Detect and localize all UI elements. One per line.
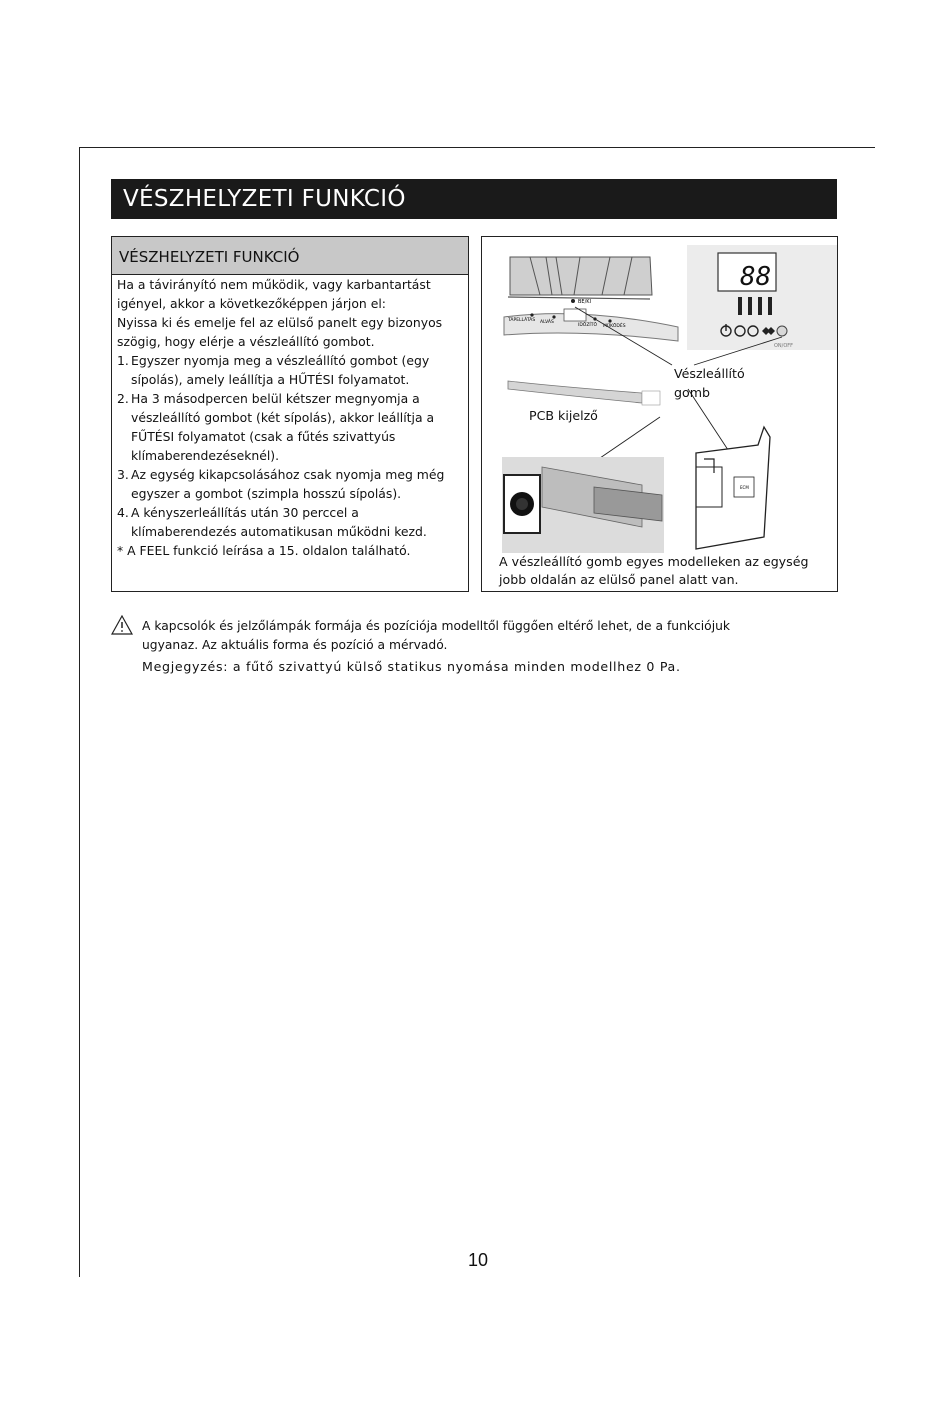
step-text: Egyszer nyomja meg a vészleállító gombot (egy sípolás), amely leállítja a HŰTÉSI folyamatot. xyxy=(131,353,430,387)
page-number: 10 xyxy=(468,1250,489,1270)
step-number: 2. xyxy=(117,391,129,406)
step-number: 4. xyxy=(117,505,129,520)
instructions-body xyxy=(112,275,468,560)
panel-label: MŰKÖDÉS xyxy=(603,324,626,329)
led-display-panel xyxy=(687,245,837,350)
warning-triangle-icon xyxy=(111,615,133,635)
intro-paragraph-1: Ha a távirányító nem működik, vagy karbantartást igényel, akkor a következőképpen járjon el: xyxy=(117,277,431,311)
section-title-banner: VÉSZHELYZETI FUNKCIÓ xyxy=(111,179,837,219)
instructions-heading: VÉSZHELYZETI FUNKCIÓ xyxy=(112,237,468,275)
led-digits: 88 xyxy=(740,262,772,292)
side-view-drawing xyxy=(696,427,770,549)
illustration-caption: A vészleállító gomb egyes modelleken az egység jobb oldalán az elülső panel alatt van. xyxy=(499,554,809,587)
page-frame-left-rule xyxy=(79,147,80,1277)
panel-label: IDŐZÍTŐ xyxy=(578,323,598,328)
panel-label: BE/KI xyxy=(578,299,592,305)
step-text: Az egység kikapcsolásához csak nyomja meg még egyszer a gombot (szimpla hosszú sípolás). xyxy=(131,467,445,501)
step-item xyxy=(117,351,462,389)
instructions-box xyxy=(111,236,469,592)
onoff-label: ON/OFF xyxy=(774,343,794,349)
step-number: 1. xyxy=(117,353,129,368)
emergency-button-label-line1: Vészleállító xyxy=(674,366,745,381)
illustration-box xyxy=(481,236,838,592)
pcb-strip-drawing xyxy=(508,381,660,405)
step-item xyxy=(117,503,462,541)
step-item xyxy=(117,465,462,503)
warning-text: A kapcsolók és jelzőlámpák formája és pozíciója modelltől függően eltérő lehet, de a funkciójuk ugyanaz. Az aktuális forma és pozíció a mérvadó. xyxy=(142,619,731,652)
pressure-note: Megjegyzés: a fűtő szivattyú külső statikus nyomása minden modellhez 0 Pa. xyxy=(142,659,681,674)
step-text: A kényszerleállítás után 30 perccel a klímaberendezés automatikusan működni kezd. xyxy=(131,505,427,539)
step-item xyxy=(117,389,462,465)
ecm-label: ECM xyxy=(740,485,749,490)
step-number: 3. xyxy=(117,467,129,482)
page-frame-top-rule xyxy=(79,147,875,148)
panel-label: TÁPELLÁTÁS xyxy=(508,318,536,323)
pcb-display-label: PCB kijelző xyxy=(529,408,598,423)
footnote: * A FEEL funkció leírása a 15. oldalon található. xyxy=(117,543,411,558)
step-text: Ha 3 másodpercen belül kétszer megnyomja a vészleállító gombot (két sípolás), akkor leállítja a FŰTÉSI folyamatot (csak a fűtés szivattyús klímaberendezéseknél). xyxy=(131,391,435,463)
pcb-closeup-drawing xyxy=(502,457,664,553)
panel-label: ALVÁS xyxy=(540,320,554,325)
intro-paragraph-2: Nyissa ki és emelje fel az elülső panelt egy bizonyos szögig, hogy elérje a vészleállító gombot. xyxy=(117,315,443,349)
emergency-button-label-line2: gomb xyxy=(674,385,710,400)
